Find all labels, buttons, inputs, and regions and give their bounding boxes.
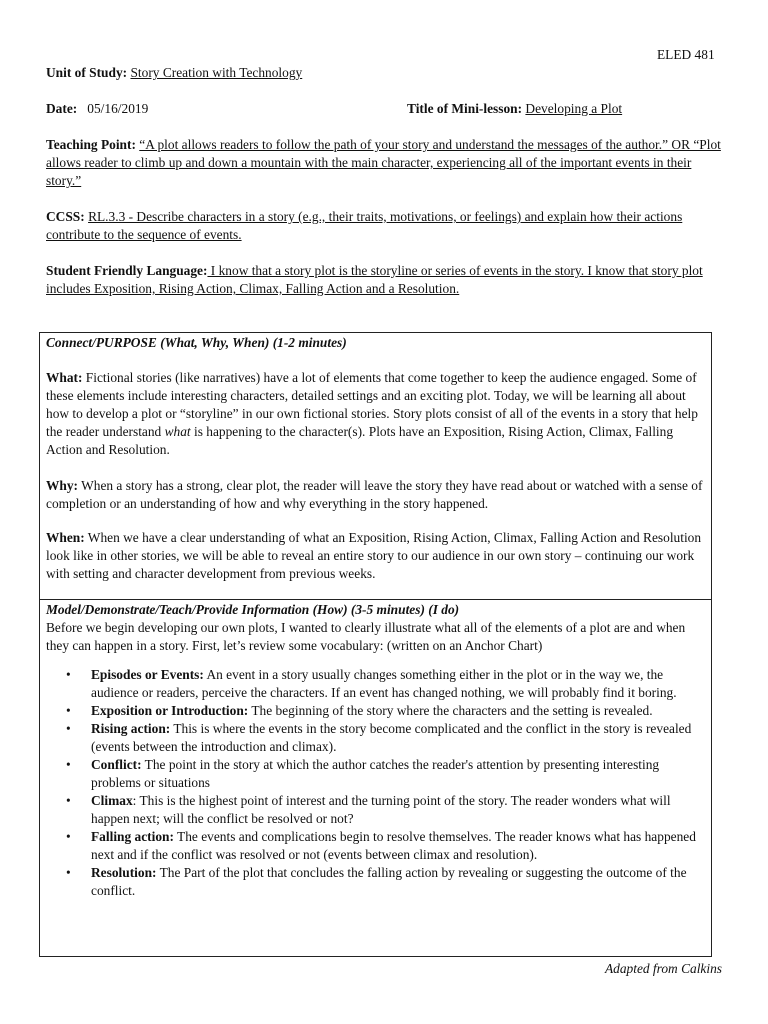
bullet-icon: • <box>66 721 71 736</box>
mini-lesson-value: Developing a Plot <box>525 101 623 116</box>
connect-section <box>39 332 712 600</box>
definition: : This is the highest point of interest and the turning point of the story. The reader wonders what will happen next; will the conflict be resolved or not? <box>91 793 671 826</box>
bullet-icon: • <box>66 829 71 844</box>
when-text: When we have a clear understanding of what an Exposition, Rising Action, Climax, Falling Action and Resolution look like in other stories, we will be able to reveal an entire story to our audience in our own story – continuing our work with setting and character development from previous weeks. <box>46 530 702 581</box>
why-label: Why: <box>46 478 78 493</box>
teaching-point-label: Teaching Point: <box>46 137 136 152</box>
when-label: When: <box>46 530 85 545</box>
definition: The events and complications begin to resolve themselves. The reader knows what has happened next and if the conflict was resolved or not (events between climax and resolution). <box>91 829 696 862</box>
date-line <box>46 101 148 117</box>
teaching-point <box>46 136 722 190</box>
model-intro: Before we begin developing our own plots, I wanted to clearly illustrate what all of the elements of a plot are and when they can happen in a story. First, let’s review some vocabulary: (written on an Anchor Chart) <box>46 620 686 653</box>
term: Climax <box>91 793 133 808</box>
model-heading: Model/Demonstrate/Teach/Provide Information (How) (3-5 minutes) (I do) <box>46 602 460 617</box>
term: Conflict: <box>91 757 142 772</box>
ccss-text: RL.3.3 - Describe characters in a story (e.g., their traits, motivations, or feelings) and explain how their actions contribute to the sequence of events. <box>46 209 683 242</box>
why-paragraph <box>46 477 706 513</box>
unit-of-study <box>46 65 302 81</box>
connect-heading: Connect/PURPOSE (What, Why, When) (1-2 minutes) <box>46 335 347 350</box>
unit-label: Unit of Study: <box>46 65 128 80</box>
term: Falling action: <box>91 829 174 844</box>
what-text-2: is happening to the character(s). Plots have an Exposition, Rising Action, Climax, Falling Action and Resolution. <box>46 424 674 457</box>
what-label: What: <box>46 370 83 385</box>
what-italic: what <box>164 424 191 439</box>
unit-value: Story Creation with Technology <box>130 65 303 80</box>
student-friendly-text: I know that a story plot is the storyline or series of events in the story. I know that story plot includes Exposition, Rising Action, Climax, Falling Action and a Resolution. <box>46 263 703 296</box>
term: Rising action: <box>91 721 171 736</box>
bullet-icon: • <box>66 703 71 718</box>
list-item <box>46 756 706 792</box>
date-label: Date: <box>46 101 78 116</box>
list-item <box>46 666 706 702</box>
what-paragraph <box>46 369 706 459</box>
list-item <box>46 720 706 756</box>
list-item <box>46 792 706 828</box>
definition: The Part of the plot that concludes the falling action by revealing or suggesting the outcome of the conflict. <box>91 865 687 898</box>
definition: The point in the story at which the author catches the reader's attention by presenting interesting problems or situations <box>91 757 660 790</box>
term: Episodes or Events: <box>91 667 204 682</box>
bullet-icon: • <box>66 865 71 880</box>
term: Resolution: <box>91 865 157 880</box>
mini-lesson-title <box>407 101 622 117</box>
ccss <box>46 208 722 244</box>
mini-lesson-label: Title of Mini-lesson: <box>407 101 523 116</box>
list-item <box>46 702 706 720</box>
model-section <box>39 599 712 957</box>
student-friendly-label: Student Friendly Language: <box>46 263 208 278</box>
date-value: 05/16/2019 <box>87 101 149 116</box>
footer-credit: Adapted from Calkins <box>604 961 722 976</box>
student-friendly-language <box>46 262 722 298</box>
bullet-icon: • <box>66 667 71 682</box>
definition: This is where the events in the story become complicated and the conflict in the story is revealed (events between the introduction and climax). <box>91 721 692 754</box>
course-code: ELED 481 <box>657 47 715 62</box>
definition: The beginning of the story where the characters and the setting is revealed. <box>248 703 653 718</box>
bullet-icon: • <box>66 757 71 772</box>
vocabulary-list <box>46 666 706 900</box>
ccss-label: CCSS: <box>46 209 85 224</box>
what-text-1: Fictional stories (like narratives) have a lot of elements that come together to keep the audience engaged. Some of these elements include interesting characters, detailed settings and an exciting plot. Today, we will be learning all about how to develop a plot or “storyline” in our own fictional stories. Story plots consist of all of the events in a story that help the reader understand <box>46 370 698 439</box>
list-item <box>46 828 706 864</box>
why-text: When a story has a strong, clear plot, the reader will leave the story they have read about or watched with a sense of completion or an understanding of how and why everything in the story happened. <box>46 478 703 511</box>
term: Exposition or Introduction: <box>91 703 249 718</box>
definition: An event in a story usually changes something either in the plot or in the way we, the audience or readers, perceive the characters. If an event has changed nothing, we will probably find it boring. <box>91 667 677 700</box>
teaching-point-text: “A plot allows readers to follow the path of your story and understand the messages of the author.” OR “Plot allows reader to climb up and down a mountain with the main character, experiencing all of the important events in their story.” <box>46 137 721 188</box>
list-item <box>46 864 706 900</box>
bullet-icon: • <box>66 793 71 808</box>
when-paragraph <box>46 529 706 583</box>
